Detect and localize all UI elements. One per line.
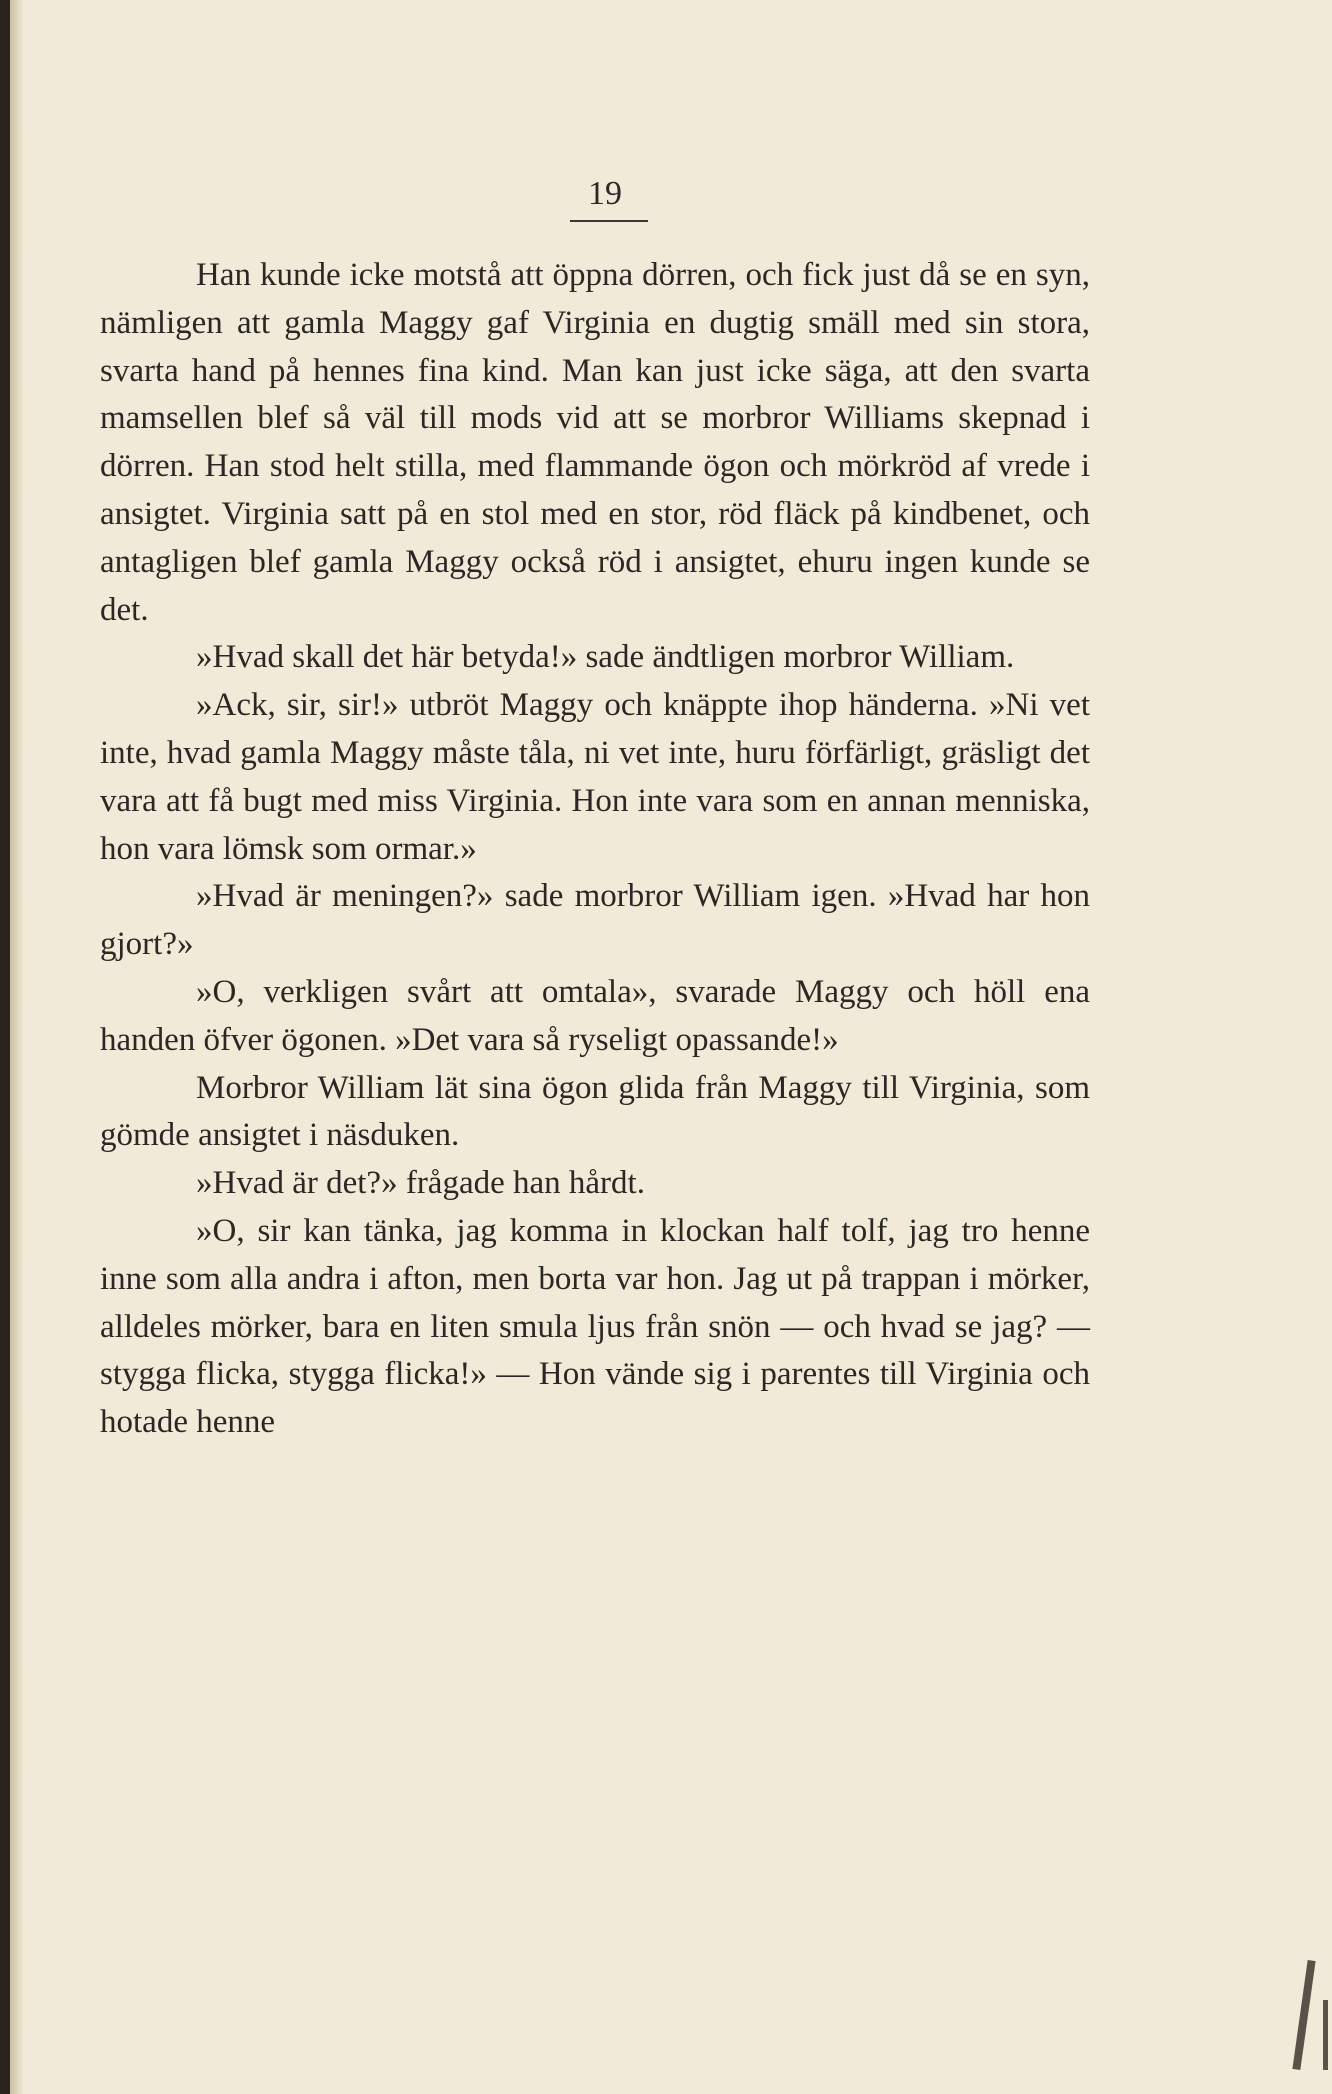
paragraph: »Ack, sir, sir!» utbröt Maggy och knäppte ihop händerna. »Ni vet inte, hvad gamla Maggy måste tåla, ni vet inte, huru förfärligt, gräsligt det vara att få bugt med miss Virginia. Hon inte vara som en annan menniska, hon vara lömsk som ormar.» — [100, 687, 1090, 867]
page-number: 19 — [588, 175, 622, 212]
paragraph: »O, verkligen svårt att omtala», svarade Maggy och höll ena handen öfver ögonen. »Det vara så ryseligt opassande!» — [100, 973, 1090, 1058]
scan-edge-mark — [1292, 1960, 1315, 2070]
binding-edge — [0, 0, 10, 2094]
paragraph: »Hvad skall det här betyda!» sade ändtligen morbror William. — [196, 639, 1015, 676]
paragraph: »O, sir kan tänka, jag komma in klockan half tolf, jag tro henne inne som alla andra i afton, men borta var hon. Jag ut på trappan i mörker, alldeles mörker, bara en liten smula ljus från snön — och hvad se jag? — stygga flicka, stygga flicka!» — Hon vände sig i parentes till Virginia och hotade henne — [100, 1212, 1090, 1441]
page-number-rule — [570, 220, 648, 222]
paragraph: »Hvad är det?» frågade han hårdt. — [196, 1165, 645, 1202]
paragraph: Han kunde icke motstå att öppna dörren, och fick just då se en syn, nämligen att gamla Maggy gaf Virginia en dugtig smäll med sin stora, svarta hand på hennes fina kind. Man kan just icke säga, att den svarta mamsellen blef så väl till mods vid att se morbror Williams skepnad i dörren. Han stod helt stilla, med flammande ögon och mörkröd af vrede i ansigtet. Virginia satt på en stol med en stor, röd fläck på kindbenet, och antagligen blef gamla Maggy också röd i ansigtet, ehuru ingen kunde se det. — [100, 257, 1090, 628]
body-text — [100, 252, 1090, 1447]
paragraph: »Hvad är meningen?» sade morbror William igen. »Hvad har hon gjort?» — [100, 878, 1090, 963]
scan-edge-mark — [1323, 2000, 1328, 2070]
paragraph: Morbror William lät sina ögon glida från Maggy till Virginia, som gömde ansigtet i näsduken. — [100, 1069, 1090, 1154]
binding-shadow — [10, 0, 24, 2094]
